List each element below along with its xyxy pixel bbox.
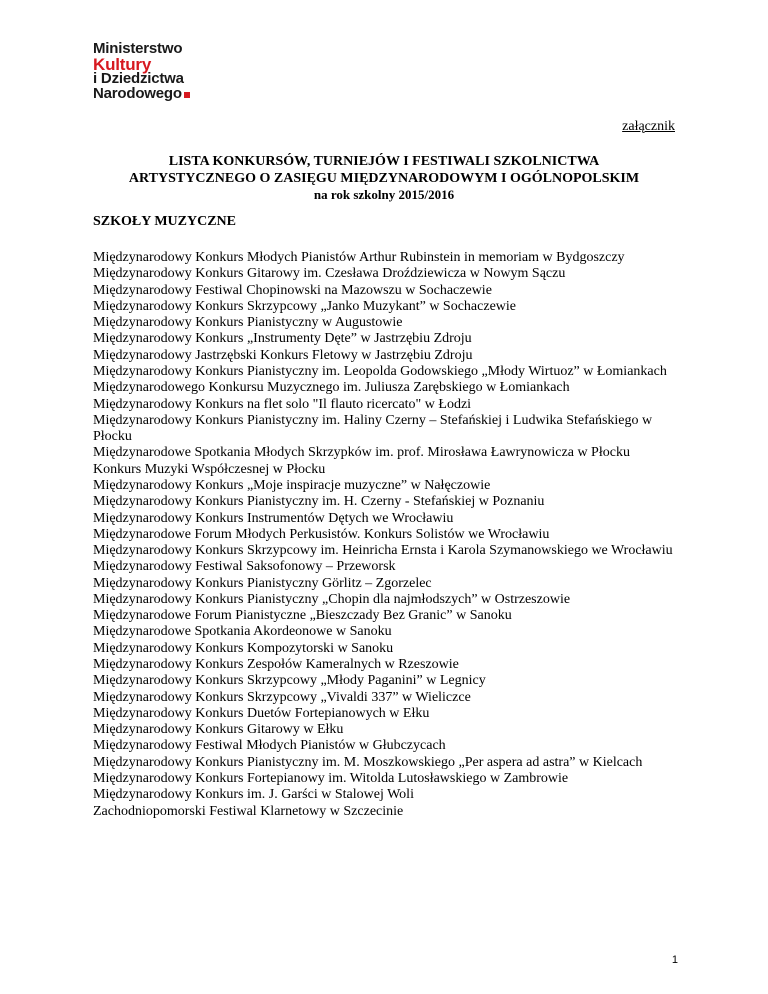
list-item: Międzynarodowe Forum Młodych Perkusistów. Konkurs Solistów we Wrocławiu (93, 526, 550, 542)
list-item: Międzynarodowy Konkurs „Instrumenty Dęte” w Jastrzębiu Zdroju (93, 331, 472, 347)
list-item: Międzynarodowy Konkurs Pianistyczny Görlitz – Zgorzelec (93, 575, 432, 591)
logo-line-2: Kultury (93, 54, 152, 74)
list-item: Międzynarodowy Festiwal Saksofonowy – Przeworsk (93, 559, 396, 575)
list-item: Międzynarodowe Spotkania Młodych Skrzypków im. prof. Mirosława Ławrynowicza w Płocku (93, 445, 630, 461)
logo-square-icon (184, 92, 190, 98)
list-item: Konkurs Muzyki Współczesnej w Płocku (93, 461, 326, 477)
list-item: Międzynarodowy Festiwal Młodych Pianistów w Głubczycach (93, 738, 446, 754)
list-item: Międzynarodowy Konkurs Pianistyczny w Augustowie (93, 315, 403, 331)
list-item: Międzynarodowy Konkurs Skrzypcowy „Janko Muzykant” w Sochaczewie (93, 298, 516, 314)
list-item: Międzynarodowy Konkurs Kompozytorski w Sanoku (93, 640, 394, 656)
list-item: Międzynarodowy Konkurs Skrzypcowy „Młody Paganini” w Legnicy (93, 673, 486, 689)
list-item: Międzynarodowy Konkurs Fortepianowy im. Witolda Lutosławskiego w Zambrowie (93, 771, 569, 786)
logo-line-4 (93, 84, 190, 102)
list-item: Międzynarodowy Jastrzębski Konkurs Fletowy w Jastrzębiu Zdroju (93, 347, 473, 363)
list-item: Międzynarodowy Konkurs „Moje inspiracje muzyczne” w Nałęczowie (93, 477, 491, 493)
competition-list (93, 250, 683, 820)
section-heading: SZKOŁY MUZYCZNE (93, 214, 237, 229)
title-line-3: na rok szkolny 2015/2016 (313, 187, 455, 202)
list-item: Międzynarodowy Konkurs im. J. Garści w Stalowej Woli (93, 787, 414, 803)
list-item: Międzynarodowy Konkurs Młodych Pianistów Arthur Rubinstein in memoriam w Bydgoszczy (93, 250, 625, 265)
title-line-1: LISTA KONKURSÓW, TURNIEJÓW I FESTIWALI SZKOLNICTWA (168, 154, 600, 169)
list-item: Międzynarodowy Konkurs Pianistyczny „Chopin dla najmłodszych” w Ostrzeszowie (93, 591, 571, 607)
annex-label: załącznik (622, 119, 675, 134)
list-item: Zachodniopomorski Festiwal Klarnetowy w Szczecinie (93, 803, 404, 819)
list-item: Międzynarodowy Konkurs na flet solo "Il flauto ricercato" w Łodzi (93, 396, 472, 412)
list-item: Międzynarodowy Konkurs Skrzypcowy „Vivaldi 337” w Wieliczce (93, 689, 471, 705)
logo-line-1: Ministerstwo (93, 40, 183, 57)
list-item: Międzynarodowego Konkursu Muzycznego im. Juliusza Zarębskiego w Łomiankach (93, 380, 570, 396)
list-item: Międzynarodowy Konkurs Gitarowy w Ełku (93, 722, 344, 738)
logo-line-3: i Dziedzictwa (93, 70, 184, 87)
list-item: Międzynarodowy Konkurs Pianistyczny im. H. Czerny - Stefańskiej w Poznaniu (93, 494, 545, 510)
list-item: Międzynarodowy Festiwal Chopinowski na Mazowszu w Sochaczewie (93, 282, 492, 298)
list-item: Międzynarodowy Konkurs Instrumentów Dętych we Wrocławiu (93, 510, 454, 526)
list-item: Międzynarodowy Konkurs Gitarowy im. Czesława Droździewicza w Nowym Sączu (93, 266, 566, 282)
document-title (93, 154, 675, 204)
title-line-2: ARTYSTYCZNEGO O ZASIĘGU MIĘDZYNARODOWYM I OGÓLNOPOLSKIM (128, 170, 640, 186)
logo-line-4-text: Narodowego (93, 84, 182, 102)
ministry-logo (93, 42, 190, 101)
list-item: Międzynarodowy Konkurs Pianistyczny im. Haliny Czerny – Stefańskiej i Ludwika Stefańskiego w Płocku (93, 412, 653, 445)
list-item: Międzynarodowy Konkurs Pianistyczny im. M. Moszkowskiego „Per aspera ad astra” w Kielcach (93, 754, 643, 770)
list-item: Międzynarodowy Konkurs Zespołów Kameralnych w Rzeszowie (93, 657, 459, 673)
list-item: Międzynarodowy Konkurs Pianistyczny im. Leopolda Godowskiego „Młody Wirtuoz” w Łomiankach (93, 363, 667, 379)
list-item: Międzynarodowe Spotkania Akordeonowe w Sanoku (93, 624, 392, 640)
list-item: Międzynarodowy Konkurs Duetów Fortepianowych w Ełku (93, 705, 430, 721)
list-item: Międzynarodowe Forum Pianistyczne „Bieszczady Bez Granic” w Sanoku (93, 608, 512, 624)
list-item: Międzynarodowy Konkurs Skrzypcowy im. Heinricha Ernsta i Karola Szymanowskiego we Wrocławiu (93, 543, 673, 559)
page-number: 1 (671, 954, 678, 966)
